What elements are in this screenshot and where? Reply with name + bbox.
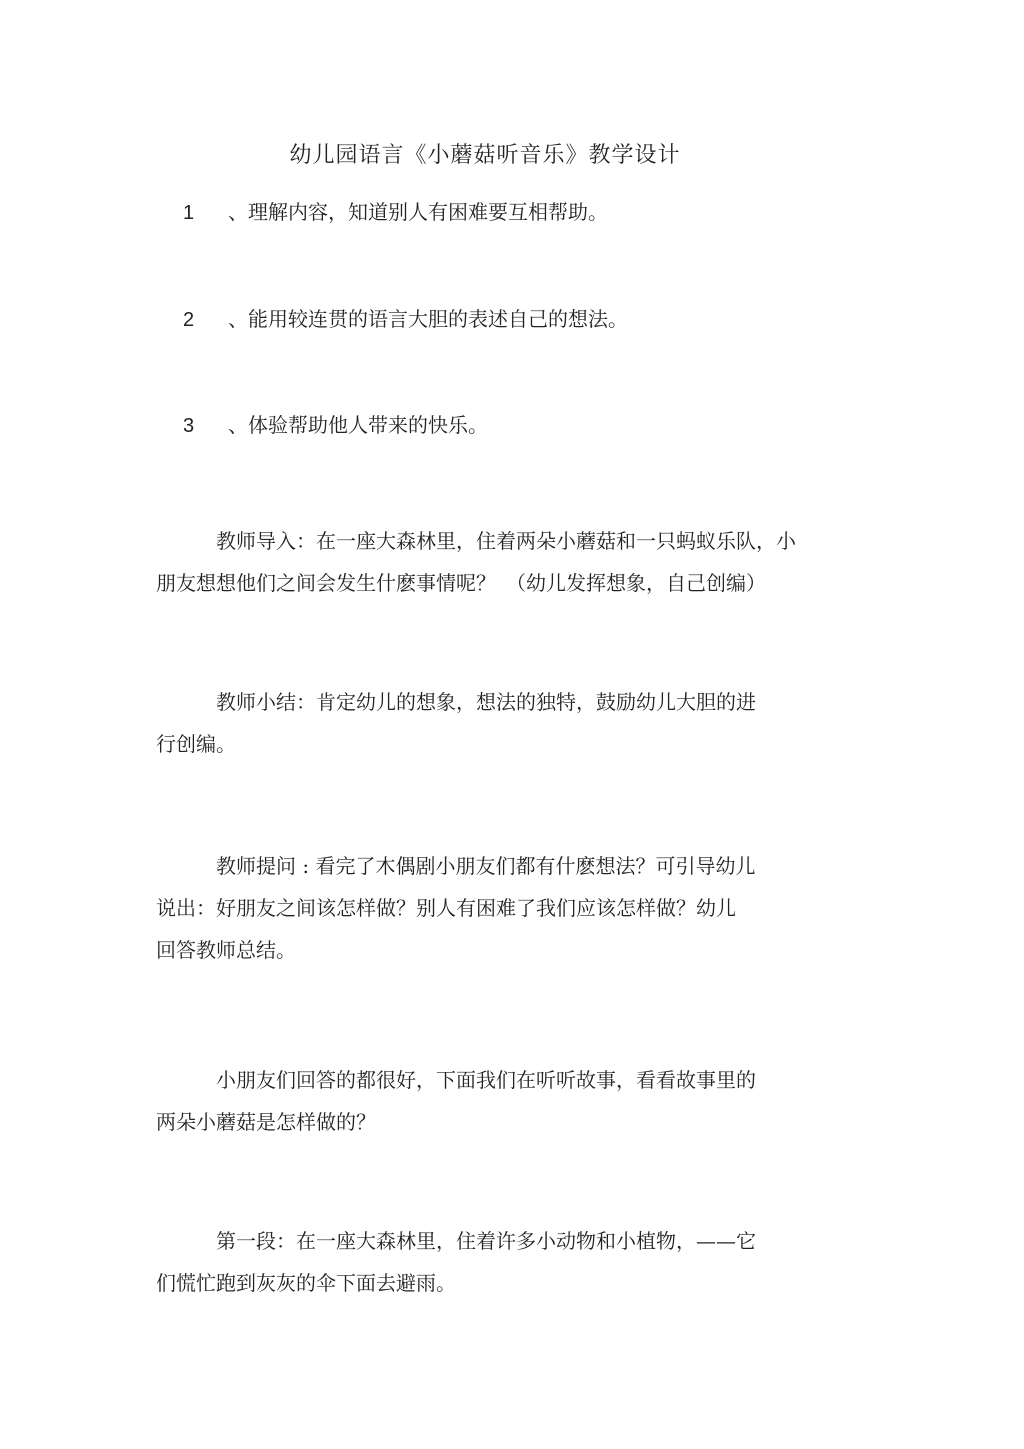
paragraph-line: 回答教师总结。 [156,938,296,962]
objective-item-1 [183,196,608,225]
paragraph-line: 第一段：在一座大森林里，住着许多小动物和小植物，——它 [216,1229,756,1253]
objective-item-2 [183,303,628,332]
paragraph-line: 小朋友们回答的都很好，下面我们在听听故事，看看故事里的 [216,1068,756,1092]
paragraph-line: 朋友想想他们之间会发生什麽事情呢？ （幼儿发挥想象，自己创编） [156,571,766,595]
paragraph-line: 教师提问 : 看完了木偶剧小朋友们都有什麽想法？可引导幼儿 [216,854,756,878]
paragraph-teacher-summary [156,681,876,765]
objective-text: 、体验帮助他人带来的快乐。 [228,413,488,437]
paragraph-story-transition [156,1059,876,1143]
objective-text: 、能用较连贯的语言大胆的表述自己的想法。 [228,307,628,331]
page-title: 幼儿园语言《小蘑菇听音乐》教学设计 [289,143,681,168]
objective-number: 1 [183,202,195,224]
paragraph-line: 教师小结：肯定幼儿的想象，想法的独特，鼓励幼儿大胆的进 [216,690,756,714]
paragraph-teacher-question [156,845,876,971]
objective-number: 3 [183,415,195,437]
objective-number: 2 [183,309,195,331]
paragraph-line: 行创编。 [156,732,236,756]
paragraph-story-part-one [156,1220,876,1304]
paragraph-line: 说出：好朋友之间该怎样做？别人有困难了我们应该怎样做？幼儿 [156,896,736,920]
paragraph-teacher-introduction [156,520,876,604]
objective-text: 、理解内容，知道别人有困难要互相帮助。 [228,200,608,224]
paragraph-line: 教师导入：在一座大森林里，住着两朵小蘑菇和一只蚂蚁乐队，小 [216,529,796,553]
paragraph-line: 两朵小蘑菇是怎样做的？ [156,1110,376,1134]
paragraph-line: 们慌忙跑到灰灰的伞下面去避雨。 [156,1271,456,1295]
objective-item-3 [183,409,488,438]
